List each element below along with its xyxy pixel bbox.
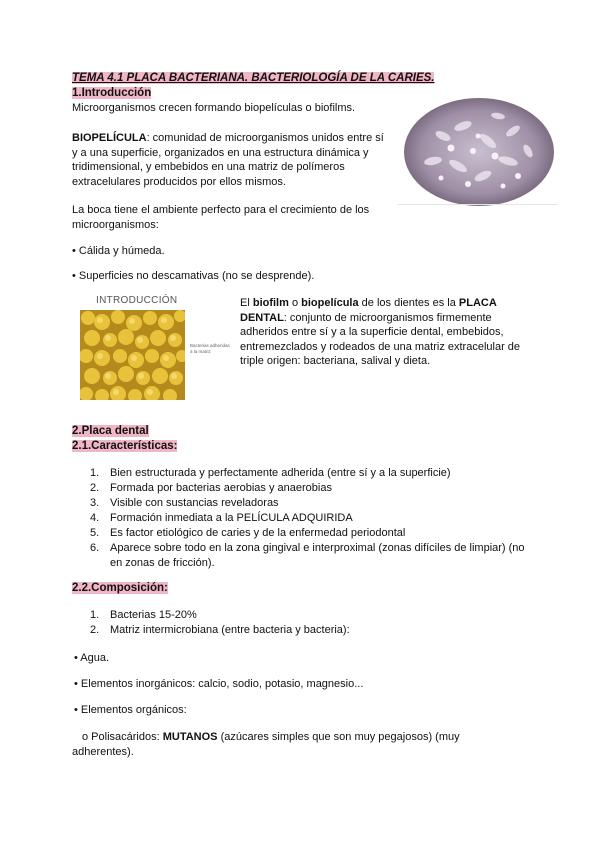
placa-text-1: El <box>240 297 253 309</box>
section-2-1-heading: 2.1.Características: <box>72 440 178 452</box>
characteristics-list <box>90 466 540 571</box>
placa-text-2: o <box>288 297 302 309</box>
biofilm-term: biofilm <box>252 297 289 309</box>
placa-line-4: entremezclados y rodeados de una matriz extracelular de <box>240 340 521 353</box>
list-item: 6. Aparece sobre todo en la zona gingival e interproximal (zonas difíciles de limpiar) (no <box>90 542 525 554</box>
section-2-heading: 2.Placa dental <box>72 425 149 437</box>
boca-line-1: La boca tiene el ambiente perfecto para el crecimiento de los <box>72 204 370 216</box>
dental-term: DENTAL <box>240 311 284 324</box>
placa-text-3: de los dientes es la <box>358 297 459 309</box>
list-item: 5. Es factor etiológico de caries y de la enfermedad periodontal <box>90 527 406 539</box>
polisacaridos-line-2: adherentes). <box>72 745 134 758</box>
polisacaridos-label: o Polisacáridos: <box>82 731 163 743</box>
boca-paragraph <box>72 203 369 232</box>
section-2-2-heading: 2.2.Composición: <box>72 582 168 594</box>
list-item: 3. Visible con sustancias reveladoras <box>90 497 279 509</box>
composition-list <box>90 608 540 638</box>
list-item: 1. Bacterias 15-20% <box>90 609 197 621</box>
dental-plaque-photo <box>80 310 185 400</box>
image-divider <box>398 204 558 205</box>
list-item: 2. Matriz intermicrobiana (entre bacteria y bacteria): <box>90 624 350 636</box>
biopelicula-definition <box>72 131 402 189</box>
list-item-continuation: en zonas de fricción). <box>110 557 215 569</box>
list-item: 4. Formación inmediata a la PELÍCULA ADQUIRIDA <box>90 512 353 524</box>
polisacaridos-text: (azúcares simples que son muy pegajosos) (muy <box>217 731 460 743</box>
boca-line-2: microorganismos: <box>72 218 159 231</box>
list-item: 2. Formada por bacterias aerobias y anaerobias <box>90 482 332 494</box>
biopelicula-line-4: extracelulares producidos por ellos mismos. <box>72 175 286 188</box>
bullet-calida: • Cálida y húmeda. <box>72 245 165 257</box>
list-item: 1. Bien estructurada y perfectamente adherida (entre sí y a la superficie) <box>90 467 451 479</box>
bullet-superficies: • Superficies no descamativas (no se desprende). <box>72 270 315 282</box>
section-1-heading: 1.Introducción <box>72 87 152 99</box>
polisacaridos-paragraph <box>72 730 492 759</box>
biopelicula-line-2: y a una superficie, organizados en una estructura dinámica y <box>72 146 369 159</box>
bullet-organicos: • Elementos orgánicos: <box>74 704 187 716</box>
biopelicula-term: BIOPELÍCULA <box>72 132 147 144</box>
placa-text-4: : conjunto de microorganismos firmemente <box>283 311 492 324</box>
biopelicula-line-1: : comunidad de microorganismos unidos entre sí <box>146 132 384 144</box>
placa-line-5: triple origen: bacteriana, salival y dieta. <box>240 355 431 367</box>
biopelicula-term-2: biopelícula <box>301 297 359 309</box>
intro-line: Microorganismos crecen formando biopelículas o biofilms. <box>72 102 356 114</box>
bullet-agua: • Agua. <box>74 652 110 664</box>
mutanos-term: MUTANOS <box>162 731 218 743</box>
document-title: TEMA 4.1 PLACA BACTERIANA. BACTERIOLOGÍA DE LA CARIES. <box>72 72 435 84</box>
figure-title: INTRODUCCIÓN <box>96 295 178 306</box>
placa-line-3: adheridos entre sí y a la superficie dental, embebidos, <box>240 326 504 338</box>
placa-term: PLACA <box>458 297 497 309</box>
biopelicula-line-3: tridimensional, y embebidos en una matriz de polímeros <box>72 161 345 173</box>
bullet-inorganicos: • Elementos inorgánicos: calcio, sodio, potasio, magnesio... <box>74 678 364 690</box>
biofilm-micrograph-image <box>403 96 555 208</box>
placa-dental-definition <box>240 296 540 369</box>
figure-caption: Bacterias adheridas a la matriz <box>190 343 230 354</box>
